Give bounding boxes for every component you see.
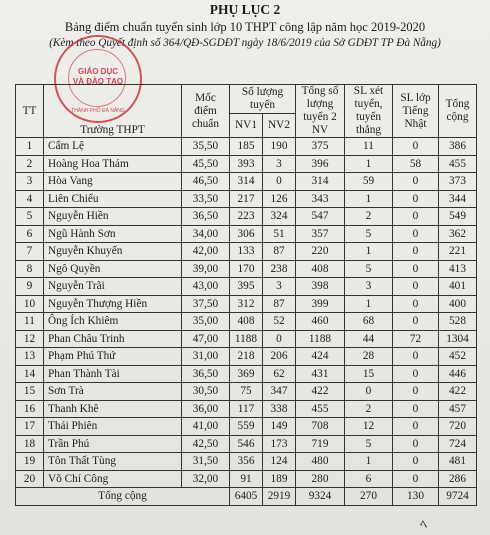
table-row [16,418,477,436]
row-cutoff: 45,50 [182,155,230,173]
row-tt: 3 [16,173,44,191]
table-row [16,313,477,331]
totals-nv1: 6405 [230,488,263,506]
row-direct: 59 [345,173,393,191]
row-nv2-count: 460 [296,313,345,331]
row-nv2-count: 424 [296,348,345,366]
table-row [16,260,477,278]
row-tt: 11 [16,313,44,331]
row-nv2-count: 408 [296,260,345,278]
row-nv2-count: 708 [296,418,345,436]
row-nv1: 356 [230,453,263,471]
row-total: 457 [439,400,477,418]
document-note: (Kèm theo Quyết định số 364/QĐ-SGDĐT ngày 18/6/2019 của Sở GDĐT TP Đà Nẵng) [49,37,441,49]
row-nv2-count: 280 [296,470,345,488]
totals-direct: 270 [345,488,393,506]
row-tt: 4 [16,190,44,208]
row-cutoff: 36,50 [182,365,230,383]
admission-table [15,84,477,506]
row-nv2-count: 547 [296,208,345,226]
row-direct: 44 [345,330,393,348]
row-nv1: 559 [230,418,263,436]
row-nv2-count: 1188 [296,330,345,348]
row-total: 720 [439,418,477,436]
totals-nv2: 2919 [263,488,296,506]
row-cutoff: 31,00 [182,348,230,366]
row-total: 413 [439,260,477,278]
row-nv1: 1188 [230,330,263,348]
row-nv2-count: 431 [296,365,345,383]
table-row [16,173,477,191]
row-total: 452 [439,348,477,366]
row-cutoff: 35,00 [182,313,230,331]
row-japanese: 0 [393,278,439,296]
row-nv1: 369 [230,365,263,383]
row-nv1: 218 [230,348,263,366]
header-total: Tổng cộng [439,85,477,138]
row-direct: 1 [345,295,393,313]
row-total: 481 [439,453,477,471]
row-cutoff: 42,50 [182,435,230,453]
table-row [16,208,477,226]
table-row [16,330,477,348]
row-nv2-count: 398 [296,278,345,296]
row-japanese: 0 [393,365,439,383]
totals-row [16,488,477,506]
row-school: Sơn Trà [44,383,182,401]
row-cutoff: 42,00 [182,243,230,261]
row-nv2-count: 399 [296,295,345,313]
row-cutoff: 34,00 [182,225,230,243]
row-tt: 2 [16,155,44,173]
header-cutoff: Mốc điểm chuẩn [182,85,230,138]
row-tt: 9 [16,278,44,296]
row-tt: 8 [16,260,44,278]
row-school: Thái Phiên [44,418,182,436]
row-japanese: 0 [393,190,439,208]
row-school: Ông Ích Khiêm [44,313,182,331]
row-cutoff: 39,00 [182,260,230,278]
row-nv1: 395 [230,278,263,296]
row-direct: 28 [345,348,393,366]
row-nv1: 133 [230,243,263,261]
row-tt: 14 [16,365,44,383]
signature-mark: ﾍ [420,518,427,533]
row-tt: 19 [16,453,44,471]
row-nv2: 62 [263,365,296,383]
row-tt: 18 [16,435,44,453]
row-cutoff: 32,00 [182,470,230,488]
row-direct: 5 [345,435,393,453]
row-school: Nguyễn Hiền [44,208,182,226]
row-school: Thanh Khê [44,400,182,418]
row-tt: 1 [16,138,44,156]
row-nv1: 306 [230,225,263,243]
row-japanese: 0 [393,400,439,418]
table-row [16,190,477,208]
table-row [16,383,477,401]
header-tt: TT [16,85,44,138]
totals-label: Tổng cộng [16,488,230,506]
row-nv2: 0 [263,330,296,348]
row-nv2: 3 [263,155,296,173]
row-nv2-count: 480 [296,453,345,471]
row-cutoff: 33,50 [182,190,230,208]
row-japanese: 0 [393,295,439,313]
row-direct: 1 [345,155,393,173]
row-nv2-count: 422 [296,383,345,401]
table-row [16,155,477,173]
row-tt: 13 [16,348,44,366]
stamp-outer-text: THÀNH PHỐ ĐÀ NẴNG [71,108,125,114]
row-cutoff: 47,00 [182,330,230,348]
row-school: Hòa Vang [44,173,182,191]
table-row [16,453,477,471]
row-nv2: 124 [263,453,296,471]
row-total: 401 [439,278,477,296]
row-total: 286 [439,470,477,488]
row-nv2: 126 [263,190,296,208]
table-row [16,470,477,488]
table-row [16,365,477,383]
row-nv2-count: 719 [296,435,345,453]
row-japanese: 58 [393,155,439,173]
table-row [16,295,477,313]
row-total: 344 [439,190,477,208]
row-total: 455 [439,155,477,173]
row-direct: 11 [345,138,393,156]
row-nv1: 393 [230,155,263,173]
row-nv2: 173 [263,435,296,453]
row-nv2: 51 [263,225,296,243]
row-japanese: 0 [393,225,439,243]
row-nv1: 117 [230,400,263,418]
row-school: Nguyễn Thượng Hiền [44,295,182,313]
header-school: Trường THPT [44,85,182,138]
row-total: 528 [439,313,477,331]
row-nv2: 206 [263,348,296,366]
row-direct: 1 [345,243,393,261]
row-cutoff: 43,00 [182,278,230,296]
row-nv2-count: 357 [296,225,345,243]
row-tt: 6 [16,225,44,243]
row-nv2: 3 [263,278,296,296]
row-nv2-count: 375 [296,138,345,156]
row-school: Ngũ Hành Sơn [44,225,182,243]
row-total: 446 [439,365,477,383]
row-nv1: 223 [230,208,263,226]
table-row [16,225,477,243]
row-japanese: 0 [393,348,439,366]
row-cutoff: 35,50 [182,138,230,156]
row-cutoff: 36,50 [182,208,230,226]
document-subtitle: Bảng điểm chuẩn tuyển sinh lớp 10 THPT công lập năm học 2019-2020 [64,20,426,34]
row-nv2: 149 [263,418,296,436]
table-row [16,435,477,453]
row-school: Phan Châu Trinh [44,330,182,348]
row-japanese: 0 [393,243,439,261]
row-school: Nguyễn Trãi [44,278,182,296]
row-school: Võ Chí Công [44,470,182,488]
row-nv2-count: 396 [296,155,345,173]
row-cutoff: 31,50 [182,453,230,471]
row-japanese: 0 [393,383,439,401]
stamp-line-2: VÀ ĐÀO TẠO [72,77,124,86]
row-total: 373 [439,173,477,191]
row-tt: 5 [16,208,44,226]
row-school: Phạm Phú Thứ [44,348,182,366]
row-school: Trần Phú [44,435,182,453]
row-nv1: 312 [230,295,263,313]
row-nv2-count: 314 [296,173,345,191]
header-quota: Số lượng tuyển [230,85,296,114]
row-nv1: 314 [230,173,263,191]
row-school: Cẩm Lệ [44,138,182,156]
row-japanese: 0 [393,435,439,453]
header-direct: SL xét tuyển, tuyển thẳng [345,85,393,138]
row-direct: 3 [345,278,393,296]
row-direct: 1 [345,453,393,471]
row-nv2: 52 [263,313,296,331]
row-direct: 12 [345,418,393,436]
row-japanese: 0 [393,470,439,488]
row-direct: 15 [345,365,393,383]
row-japanese: 0 [393,313,439,331]
row-nv2: 87 [263,295,296,313]
row-direct: 68 [345,313,393,331]
row-tt: 10 [16,295,44,313]
row-cutoff: 36,00 [182,400,230,418]
row-nv1: 185 [230,138,263,156]
row-tt: 20 [16,470,44,488]
row-nv2: 189 [263,470,296,488]
row-direct: 2 [345,400,393,418]
table-row [16,278,477,296]
row-total: 362 [439,225,477,243]
row-total: 549 [439,208,477,226]
row-japanese: 0 [393,173,439,191]
row-nv2: 238 [263,260,296,278]
row-direct: 0 [345,383,393,401]
totals-total: 9724 [439,488,477,506]
row-nv2: 190 [263,138,296,156]
row-school: Ngô Quyền [44,260,182,278]
row-total: 1304 [439,330,477,348]
totals-japanese: 130 [393,488,439,506]
row-japanese: 0 [393,260,439,278]
row-school: Hoàng Hoa Thám [44,155,182,173]
row-nv1: 217 [230,190,263,208]
row-nv2: 338 [263,400,296,418]
row-tt: 12 [16,330,44,348]
row-cutoff: 41,00 [182,418,230,436]
row-direct: 5 [345,260,393,278]
row-cutoff: 37,50 [182,295,230,313]
table-row [16,243,477,261]
row-direct: 6 [345,470,393,488]
row-nv2: 87 [263,243,296,261]
row-total: 221 [439,243,477,261]
row-total: 400 [439,295,477,313]
stamp-line-1: GIÁO DỤC [78,67,118,76]
totals-nv2-count: 9324 [296,488,345,506]
row-cutoff: 30,50 [182,383,230,401]
row-nv1: 408 [230,313,263,331]
row-nv2-count: 455 [296,400,345,418]
row-japanese: 0 [393,208,439,226]
row-nv1: 91 [230,470,263,488]
table-row [16,400,477,418]
row-total: 422 [439,383,477,401]
row-tt: 17 [16,418,44,436]
row-japanese: 0 [393,138,439,156]
table-row [16,348,477,366]
row-direct: 1 [345,190,393,208]
header-nv2-count: Tổng số lượng tuyển 2 NV [296,85,345,138]
row-nv2-count: 343 [296,190,345,208]
row-nv1: 75 [230,383,263,401]
row-nv2: 0 [263,173,296,191]
row-direct: 5 [345,225,393,243]
row-nv2: 324 [263,208,296,226]
row-total: 386 [439,138,477,156]
row-japanese: 72 [393,330,439,348]
row-direct: 2 [345,208,393,226]
document-title: PHỤ LỤC 2 [209,2,281,17]
header-japanese: SL lớp Tiếng Nhật [393,85,439,138]
row-nv1: 546 [230,435,263,453]
row-school: Tôn Thất Tùng [44,453,182,471]
header-nv2: NV2 [263,113,296,137]
row-school: Nguyễn Khuyến [44,243,182,261]
row-japanese: 0 [393,453,439,471]
row-school: Liên Chiểu [44,190,182,208]
row-nv1: 170 [230,260,263,278]
row-total: 724 [439,435,477,453]
header-nv1: NV1 [230,113,263,137]
table-row [16,138,477,156]
row-nv2-count: 220 [296,243,345,261]
row-nv2: 347 [263,383,296,401]
row-tt: 7 [16,243,44,261]
row-tt: 16 [16,400,44,418]
row-tt: 15 [16,383,44,401]
row-cutoff: 46,50 [182,173,230,191]
row-school: Phan Thành Tài [44,365,182,383]
row-japanese: 0 [393,418,439,436]
